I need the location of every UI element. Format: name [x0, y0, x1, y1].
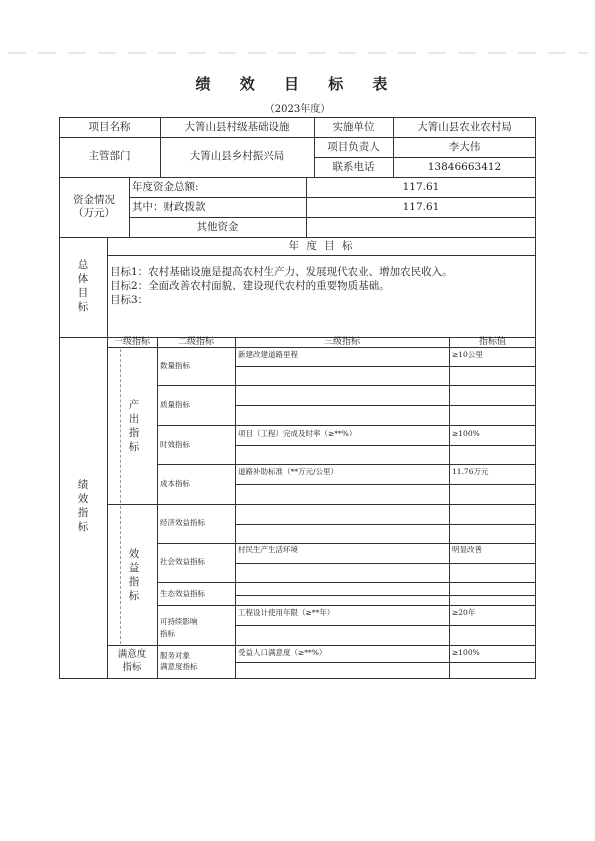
dept-value: 大箐山县乡村振兴局 [189, 150, 285, 162]
quantity-value: ≥10公里 [452, 350, 483, 359]
header-value: 指标值 [478, 337, 506, 347]
satisfaction-label-line2: 指标 [122, 662, 142, 673]
perf-label-4: 标 [77, 521, 89, 533]
funds-total-label: 年度资金总额: [132, 181, 199, 193]
sustain-item: 工程设计使用年限（≥**年） [238, 608, 335, 617]
time-item: 项目（工程）完成及时率（≥**%） [238, 429, 357, 438]
dept-label: 主管部门 [88, 150, 131, 162]
sustain-indicator-line2: 指标 [160, 629, 175, 638]
benefit-label-2: 益 [128, 562, 140, 574]
funds-label-line2: （万元） [73, 207, 115, 219]
header-level1: 一级指标 [113, 337, 150, 347]
leader-label: 项目负责人 [327, 141, 380, 153]
eco-indicator: 生态效益指标 [160, 589, 205, 598]
perf-label-1: 绩 [77, 479, 89, 491]
phone-label: 联系电话 [332, 161, 375, 173]
overall-header: 年 度 目 标 [288, 240, 355, 252]
project-name-value: 大箐山县村级基础设施 [184, 121, 290, 133]
goal-1: 目标1：农村基础设施是提高农村生产力、发展现代农业、增加农民收入。 [110, 266, 453, 278]
output-label-4: 标 [128, 441, 140, 453]
overall-label-1: 总 [77, 259, 89, 271]
social-value: 明显改善 [452, 545, 482, 554]
funds-other-label: 其他资金 [196, 221, 239, 233]
satisfaction-label-line1: 满意度 [117, 649, 147, 660]
phone-value: 13846663412 [427, 161, 502, 173]
goal-2: 目标2：全面改善农村面貌、建设现代农村的重要物质基础。 [110, 280, 390, 292]
goal-3: 目标3： [110, 294, 149, 306]
sustain-value: ≥20年 [452, 608, 476, 617]
cost-item: 道路补助标准（**万元/公里） [238, 467, 339, 476]
perf-label-2: 效 [77, 493, 89, 505]
social-indicator: 社会效益指标 [160, 557, 205, 566]
time-indicator: 时效指标 [160, 440, 190, 449]
page-title: 绩 效 目 标 表 [195, 75, 400, 93]
quality-indicator: 质量指标 [160, 400, 190, 409]
sustain-indicator-line1: 可持续影响 [160, 617, 198, 626]
overall-label-3: 目 [77, 287, 89, 299]
benefit-label-3: 指 [128, 576, 140, 588]
quantity-item: 新建改建道路里程 [238, 350, 298, 359]
perf-label-3: 指 [77, 507, 89, 519]
funds-finance-value: 117.61 [402, 201, 440, 213]
funds-label-line1: 资金情况 [73, 194, 115, 206]
header-level2: 二级指标 [177, 337, 214, 347]
output-label-1: 产 [128, 399, 140, 411]
satisfaction-item: 受益人口满意度（≥**%） [238, 648, 327, 657]
overall-label-4: 标 [77, 301, 89, 313]
quantity-indicator: 数量指标 [160, 361, 190, 370]
satisfaction-sub-line2: 满意度指标 [160, 662, 198, 671]
economic-indicator: 经济效益指标 [160, 518, 205, 527]
impl-unit-value: 大箐山县农业农村局 [417, 121, 512, 133]
header-level3: 三级指标 [323, 337, 360, 347]
impl-unit-label: 实施单位 [332, 121, 375, 133]
cost-value: 11.76万元 [452, 467, 489, 476]
funds-finance-label: 其中：财政拨款 [132, 201, 206, 213]
benefit-label-1: 效 [128, 548, 140, 560]
time-value: ≥100% [452, 429, 480, 438]
social-item: 村民生产生活环境 [238, 545, 298, 554]
overall-label-2: 体 [77, 273, 89, 285]
cost-indicator: 成本指标 [160, 479, 190, 488]
leader-value: 李大伟 [448, 141, 481, 153]
year-label: （2023年度） [264, 104, 331, 115]
output-label-3: 指 [128, 427, 140, 439]
funds-total-value: 117.61 [402, 181, 440, 193]
output-label-2: 出 [128, 413, 140, 425]
satisfaction-sub-line1: 服务对象 [160, 651, 190, 660]
satisfaction-value: ≥100% [452, 648, 480, 657]
benefit-label-4: 标 [128, 590, 140, 602]
project-name-label: 项目名称 [88, 121, 131, 133]
